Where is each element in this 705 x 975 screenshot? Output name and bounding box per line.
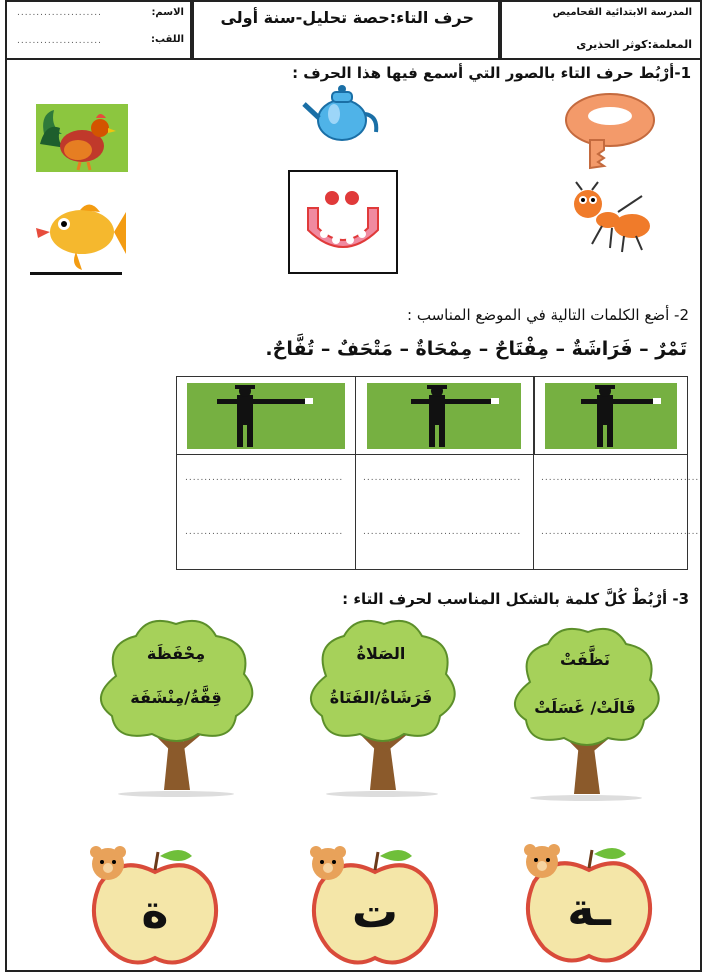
letter-1: ـة [567, 882, 611, 936]
answer-line[interactable]: ......................................... [185, 527, 344, 537]
header-name-box [5, 0, 192, 60]
fish-icon [30, 196, 126, 278]
tree-2 [296, 614, 466, 800]
ant-icon [562, 182, 658, 254]
teapot-icon [302, 82, 382, 144]
answer-line[interactable]: ......................................... [541, 473, 700, 483]
tree-1 [500, 622, 670, 802]
policeman-middle [367, 383, 521, 449]
key-icon [558, 90, 660, 172]
rooster-icon [36, 104, 128, 172]
q2-instruction: 2- أضع الكلمات التالية في الموضع المناسب : [407, 306, 689, 324]
answer-line[interactable]: ......................................... [363, 473, 522, 483]
q3-instruction: 3- أرْبُطْ كُلَّ كلمة بالشكل المناسب لحرف التاء : [342, 590, 689, 608]
tree-1-bottom: قَالَتْ/ غَسَلَتْ [534, 698, 636, 717]
answer-line[interactable]: ......................................... [363, 527, 522, 537]
tree-3-bottom: قِفَّةُ/مِنْشَفَة [130, 688, 222, 707]
q1-instruction: 1-أرْبُط حرف التاء بالصور التي أسمع فيها هذا الحرف : [292, 64, 691, 82]
name-label: الاسم: [151, 7, 184, 18]
policeman-left [187, 383, 345, 449]
letter-3: ة [141, 884, 169, 938]
apple-3 [80, 840, 230, 968]
q2-table [176, 376, 700, 570]
letter-ta-icon [288, 170, 398, 274]
page-title: حرف التاء:حصة تحليل-سنة أولى [220, 8, 474, 27]
surname-field[interactable]: ...................... [17, 36, 102, 46]
policeman-right [545, 383, 677, 449]
q2-word-list: تَمْرٌ – فَرَاشَةٌ – مِفْتَاحٌ – مِمْحَاةٌ – مَتْحَفٌ – تُفَّاحٌ. [265, 338, 687, 360]
teacher-name: المعلمة:كوثر الحذيرى [576, 38, 692, 51]
tree-2-top: الصَلاةُ [356, 644, 406, 663]
answer-line[interactable]: ......................................... [185, 473, 344, 483]
answer-line[interactable]: ......................................... [541, 527, 700, 537]
header-title-box [192, 0, 500, 60]
tree-1-top: نَظَّفَتْ [559, 650, 611, 669]
tree-2-bottom: فَرَشَاةُ/الفَتَاةُ [329, 688, 433, 707]
school-name: المدرسة الابتدائية القحاميص [552, 7, 692, 18]
tree-3 [86, 614, 266, 800]
surname-label: اللقب: [150, 34, 184, 45]
tree-3-top: مِحْفَظَة [146, 644, 206, 663]
apple-2 [300, 840, 450, 968]
name-field[interactable]: ...................... [17, 8, 102, 18]
header-school-box [500, 0, 702, 60]
apple-1 [514, 838, 664, 966]
letter-2: ت [351, 884, 399, 938]
